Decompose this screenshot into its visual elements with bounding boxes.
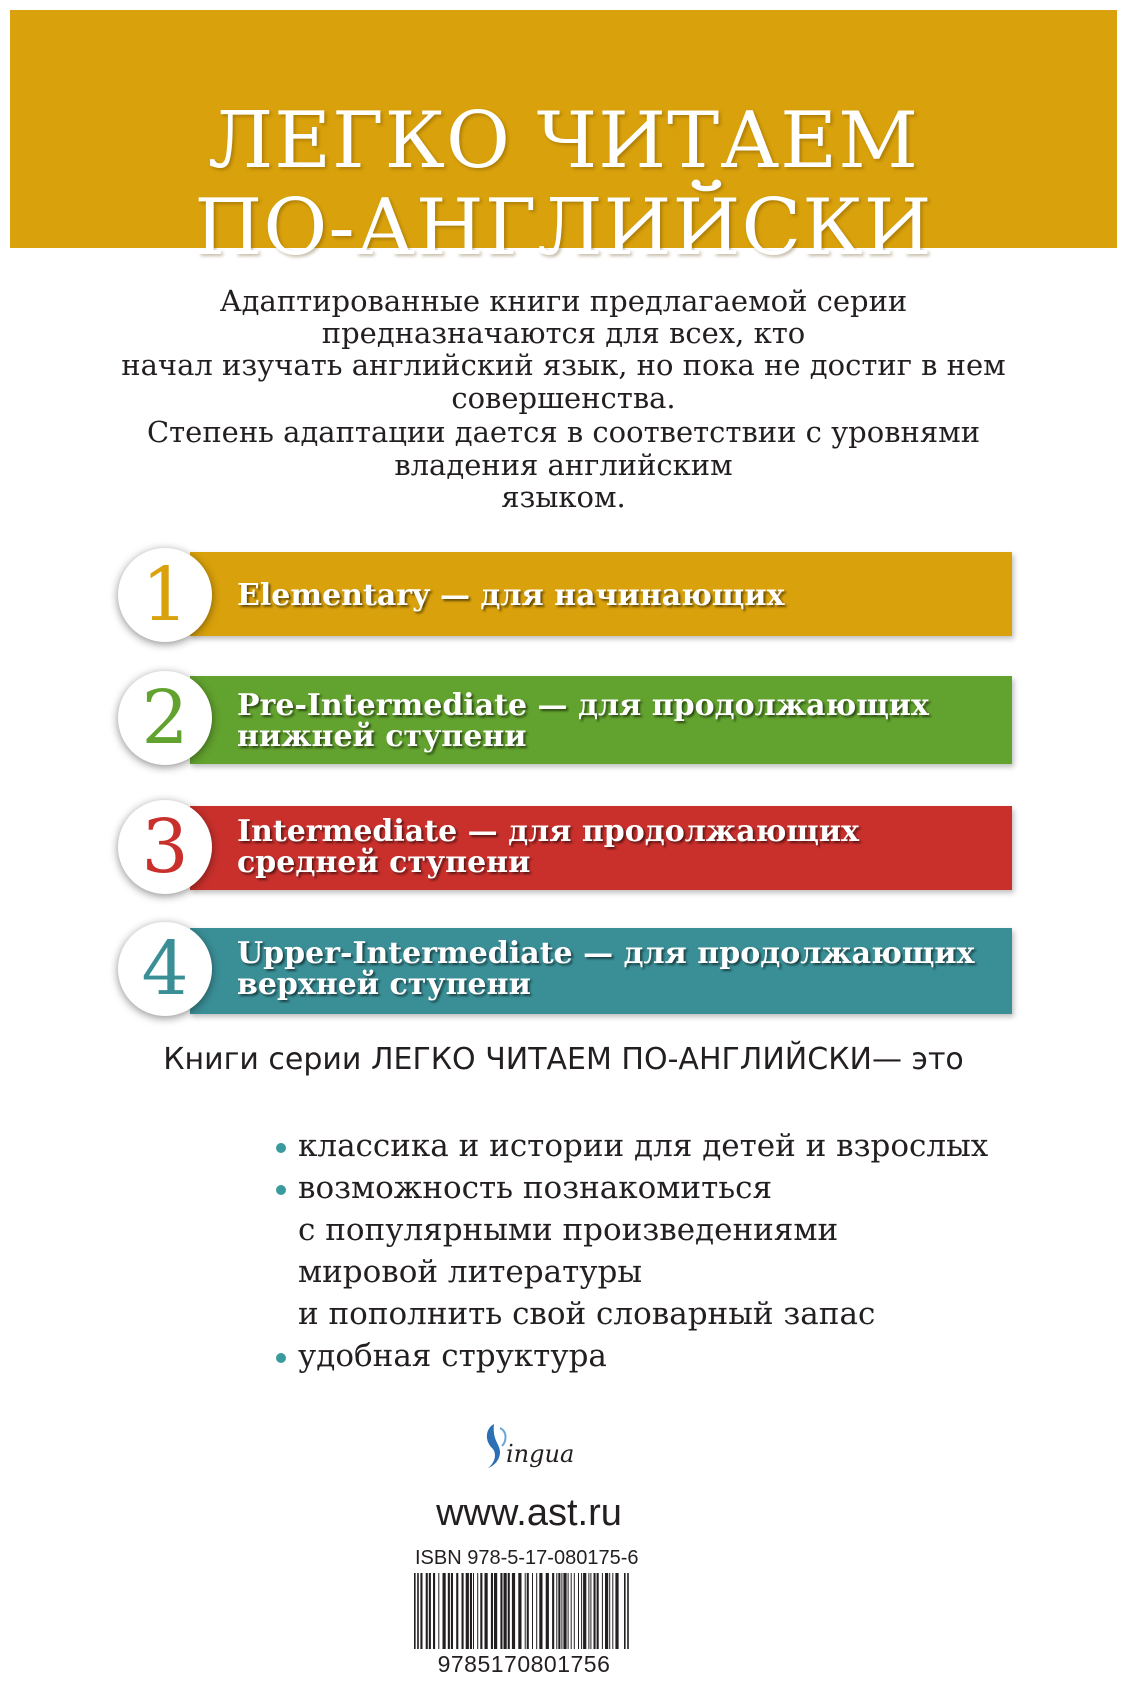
level-2-label-line2: нижней ступени bbox=[237, 719, 527, 754]
bullet-icon bbox=[276, 1185, 286, 1195]
intro-line: совершенства. bbox=[451, 381, 676, 415]
barcode-bar bbox=[462, 1573, 464, 1653]
intro-line: Степень адаптации дается в соответствии с уровнями bbox=[146, 415, 981, 449]
barcode-bar bbox=[438, 1573, 439, 1653]
bullet-icon bbox=[276, 1353, 286, 1363]
feature-line: классика и истории для детей и взрослых bbox=[298, 1128, 989, 1164]
barcode-bar bbox=[433, 1573, 435, 1653]
barcode-bar bbox=[571, 1573, 572, 1653]
barcode-bar bbox=[588, 1573, 589, 1653]
barcode-bar bbox=[609, 1573, 610, 1653]
barcode-bar bbox=[456, 1573, 458, 1653]
barcode-bar bbox=[539, 1573, 542, 1653]
barcode-bar bbox=[563, 1573, 566, 1653]
level-3-label-line2: средней ступени bbox=[237, 845, 531, 880]
intro-line: языком. bbox=[501, 480, 626, 514]
title-line-1: ЛЕГКО ЧИТАЕМ bbox=[208, 96, 919, 186]
series-statement: Книги серии ЛЕГКО ЧИТАЕМ ПО-АНГЛИЙСКИ— это bbox=[163, 1042, 964, 1077]
feature-line: мировой литературы bbox=[298, 1254, 642, 1290]
barcode-bar bbox=[512, 1573, 515, 1653]
barcode-bar bbox=[612, 1573, 613, 1653]
intro-line: владения английским bbox=[394, 448, 733, 482]
barcode-bar bbox=[470, 1573, 472, 1653]
barcode-bar bbox=[581, 1573, 582, 1653]
barcode-bar bbox=[451, 1573, 453, 1653]
intro-line: предназначаются для всех, кто bbox=[321, 316, 806, 350]
barcode-bar bbox=[536, 1573, 537, 1653]
title-line-2: ПО-АНГЛИЙСКИ bbox=[194, 183, 933, 273]
barcode-bar bbox=[594, 1573, 596, 1653]
bullet-icon bbox=[276, 1143, 286, 1153]
intro-line: начал изучать английский язык, но пока не достиг в нем bbox=[121, 348, 1006, 382]
barcode-bar bbox=[448, 1573, 450, 1653]
barcode-bar bbox=[574, 1573, 575, 1653]
lingua-logo-icon bbox=[480, 1418, 590, 1478]
barcode-bar bbox=[590, 1573, 591, 1653]
level-4-label-line2: верхней ступени bbox=[237, 967, 531, 1002]
publisher-url[interactable]: www.ast.ru bbox=[436, 1492, 622, 1534]
barcode-bar bbox=[546, 1573, 549, 1653]
feature-line: с популярными произведениями bbox=[298, 1212, 839, 1248]
barcode-bar bbox=[525, 1573, 526, 1653]
barcode-bar bbox=[429, 1573, 431, 1653]
barcode-bar bbox=[491, 1573, 493, 1653]
barcode-bar bbox=[504, 1573, 507, 1653]
level-2-label-line1: Pre-Intermediate — для продолжающих bbox=[237, 688, 929, 723]
barcode-bar bbox=[500, 1573, 502, 1653]
level-2-number: 2 bbox=[118, 671, 212, 765]
level-4-number: 4 bbox=[118, 922, 212, 1016]
level-1-label: Elementary — для начинающих bbox=[237, 578, 785, 613]
barcode-bar bbox=[527, 1573, 529, 1653]
barcode-bar bbox=[518, 1573, 521, 1653]
feature-line: возможность познакомиться bbox=[298, 1170, 773, 1206]
barcode-bar bbox=[485, 1573, 488, 1653]
intro-line: Адаптированные книги предлагаемой серии bbox=[219, 284, 908, 318]
level-3-label-line1: Intermediate — для продолжающих bbox=[237, 814, 860, 849]
barcode-bar bbox=[578, 1573, 579, 1653]
level-4-label-line1: Upper-Intermediate — для продолжающих bbox=[237, 936, 975, 971]
barcode-bar bbox=[473, 1573, 474, 1653]
barcode-bar bbox=[558, 1573, 560, 1653]
feature-line: удобная структура bbox=[298, 1338, 607, 1374]
barcode-bar bbox=[602, 1573, 603, 1653]
barcode-bar bbox=[443, 1573, 446, 1653]
barcode-bar bbox=[561, 1573, 562, 1653]
barcode-bar bbox=[568, 1573, 569, 1653]
barcode-bar bbox=[552, 1573, 554, 1653]
barcode-bar bbox=[556, 1573, 557, 1653]
feature-line: и пополнить свой словарный запас bbox=[298, 1296, 876, 1332]
barcode-bar bbox=[477, 1573, 478, 1653]
barcode-bar bbox=[532, 1573, 533, 1653]
barcode-bar bbox=[494, 1573, 497, 1653]
svg-text:ingua: ingua bbox=[506, 1440, 575, 1468]
barcode-bar bbox=[480, 1573, 482, 1653]
level-3-number: 3 bbox=[118, 800, 212, 894]
barcode-bar bbox=[420, 1573, 422, 1653]
barcode-bar bbox=[597, 1573, 599, 1653]
barcode-bar bbox=[426, 1573, 428, 1653]
barcode-digits: 9785170801756 bbox=[408, 1649, 640, 1679]
barcode-bar bbox=[615, 1573, 618, 1653]
barcode-bar bbox=[605, 1573, 608, 1653]
barcode-bar bbox=[466, 1573, 469, 1653]
barcode-bar bbox=[583, 1573, 586, 1653]
barcode-bar bbox=[508, 1573, 510, 1653]
level-1-number: 1 bbox=[118, 548, 212, 642]
isbn-label: ISBN 978-5-17-080175-6 bbox=[415, 1547, 639, 1569]
